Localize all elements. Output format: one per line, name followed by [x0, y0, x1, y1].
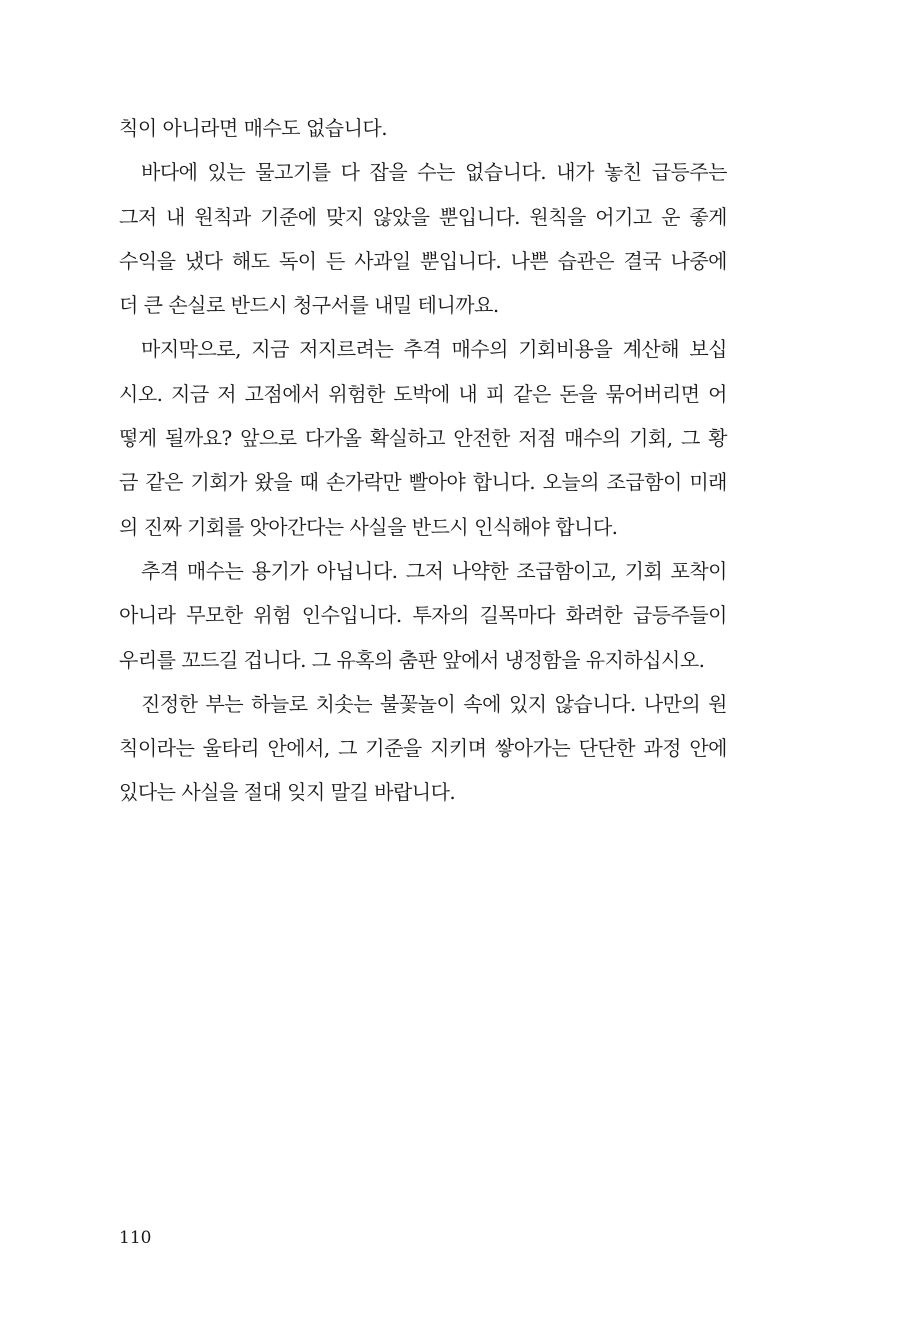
text-line: 우리를 꼬드길 겁니다. 그 유혹의 춤판 앞에서 냉정함을 유지하십시오. [119, 647, 705, 672]
text-line: 마지막으로, 지금 저지르려는 추격 매수의 기회비용을 계산해 보십 [141, 337, 727, 362]
text-line: 바다에 있는 물고기를 다 잡을 수는 없습니다. 내가 놓친 급등주는 [141, 160, 727, 185]
page-number: 110 [119, 1228, 152, 1248]
text-line: 수익을 냈다 해도 독이 든 사과일 뿐입니다. 나쁜 습관은 결국 나중에 [119, 248, 727, 273]
text-line: 더 큰 손실로 반드시 청구서를 내밀 테니까요. [119, 293, 499, 318]
text-line: 그저 내 원칙과 기준에 맞지 않았을 뿐입니다. 원칙을 어기고 운 좋게 [119, 204, 727, 229]
text-line: 시오. 지금 저 고점에서 위험한 도박에 내 피 같은 돈을 묶어버리면 어 [119, 381, 727, 406]
text-line: 아니라 무모한 위험 인수입니다. 투자의 길목마다 화려한 급등주들이 [119, 603, 727, 628]
text-line: 추격 매수는 용기가 아닙니다. 그저 나약한 조급함이고, 기회 포착이 [141, 558, 727, 583]
text-line: 칙이라는 울타리 안에서, 그 기준을 지키며 쌓아가는 단단한 과정 안에 [119, 736, 727, 761]
text-line: 진정한 부는 하늘로 치솟는 불꽃놀이 속에 있지 않습니다. 나만의 원 [141, 691, 727, 716]
text-line: 의 진짜 기회를 앗아간다는 사실을 반드시 인식해야 합니다. [119, 514, 618, 539]
text-line: 칙이 아니라면 매수도 없습니다. [119, 116, 388, 140]
text-line: 떻게 될까요? 앞으로 다가올 확실하고 안전한 저점 매수의 기회, 그 황 [119, 426, 727, 451]
text-line: 있다는 사실을 절대 잊지 말길 바랍니다. [119, 780, 456, 805]
text-line: 금 같은 기회가 왔을 때 손가락만 빨아야 합니다. 오늘의 조급함이 미래 [119, 470, 727, 495]
body-text [119, 106, 727, 815]
